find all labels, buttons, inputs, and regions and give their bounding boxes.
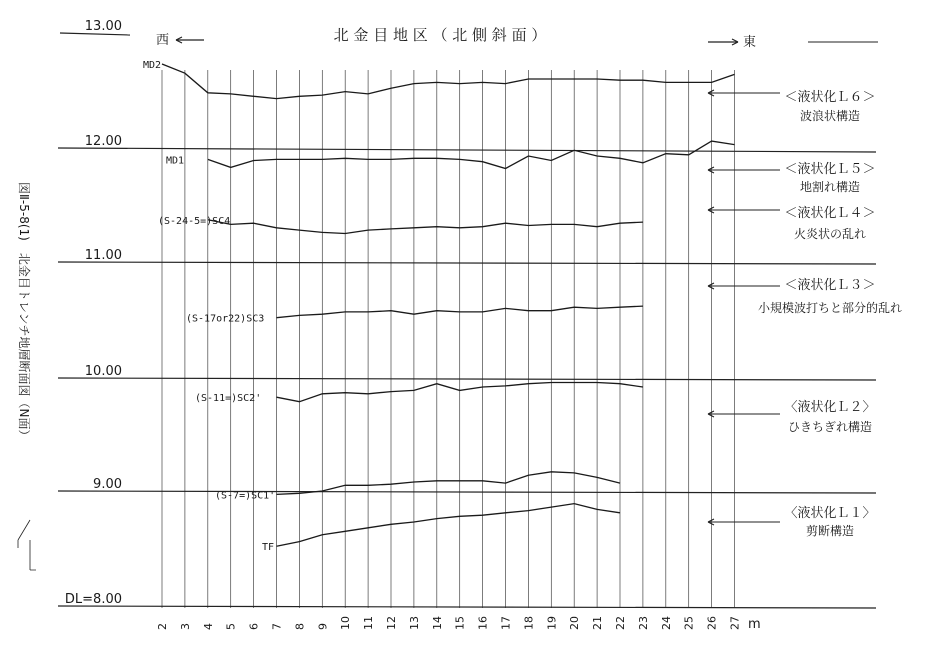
annotation-label-3: ＜液状化Ｌ３＞ (784, 278, 876, 293)
annotation-desc-0: 波浪状構造 (799, 109, 861, 123)
gridline-y-8 (58, 606, 876, 608)
x-tick-label-3: 3 (178, 623, 192, 630)
x-tick-label-17: 17 (499, 616, 513, 630)
x-tick-labels (156, 616, 742, 630)
x-tick-label-10: 10 (339, 616, 353, 630)
y-tick-label-8: DL=8.00 (64, 592, 122, 607)
side-caption: 図Ⅱ-5-8(1) 北金目トレンチ地層断面図（N面） (17, 182, 31, 442)
annotation-desc-2: 火炎状の乱れ (793, 227, 867, 241)
series-label-0: MD2 (143, 60, 162, 72)
series-line-1 (208, 141, 735, 168)
series-label-1: MD1 (166, 155, 185, 167)
direction-east: 東 (743, 35, 757, 50)
x-tick-label-20: 20 (568, 616, 582, 630)
x-tick-label-18: 18 (522, 616, 536, 630)
y-tick-labels (65, 19, 122, 607)
series-label-6: TF (262, 542, 275, 554)
y-tick-label-9: 9.00 (93, 477, 122, 492)
x-unit-label: m (748, 617, 761, 632)
x-tick-label-4: 4 (201, 623, 215, 630)
x-tick-label-9: 9 (316, 623, 330, 630)
series-label-2: (S-24-5=)SC4 (158, 215, 231, 227)
x-tick-label-25: 25 (682, 616, 696, 630)
chart-title: 北 金 目 地 区 （ 北 側 斜 面 ） (333, 26, 547, 44)
series-group (143, 60, 735, 553)
annotation-label-0: ＜液状化Ｌ６＞ (784, 90, 876, 105)
x-tick-label-13: 13 (407, 616, 421, 630)
y-tick-label-13: 13.00 (84, 19, 122, 34)
series-line-2 (208, 220, 643, 234)
annotation-label-4: 〈液状化Ｌ２〉 (784, 400, 876, 415)
annotation-label-5: 〈液状化Ｌ１〉 (784, 506, 876, 521)
series-line-6 (277, 504, 621, 547)
scale-mark (18, 520, 36, 570)
series-label-5: (S-7=)SC1' (215, 490, 276, 502)
series-line-0 (162, 64, 735, 99)
annotation-label-1: ＜液状化Ｌ５＞ (784, 162, 876, 177)
x-tick-label-23: 23 (636, 616, 650, 630)
x-tick-label-11: 11 (362, 616, 376, 630)
x-tick-label-21: 21 (591, 616, 605, 630)
gridline-y-11 (58, 262, 876, 264)
annotation-desc-3: 小規模波打ちと部分的乱れ (757, 301, 903, 315)
x-tick-label-2: 2 (156, 623, 169, 630)
gridline-y-10 (58, 378, 876, 380)
annotation-label-2: ＜液状化Ｌ４＞ (784, 206, 876, 221)
annotation-desc-1: 地割れ構造 (799, 180, 861, 194)
direction-west: 西 (156, 33, 170, 48)
x-tick-label-7: 7 (270, 623, 284, 630)
annotation-desc-4: ひきちぎれ構造 (787, 420, 873, 434)
series-label-3: (S-17or22)SC3 (186, 313, 265, 325)
x-tick-label-26: 26 (705, 616, 719, 630)
annotations (708, 89, 902, 538)
x-tick-label-24: 24 (659, 616, 673, 630)
gridline-y-12 (58, 148, 876, 152)
x-tick-label-12: 12 (385, 616, 398, 630)
x-tick-label-22: 22 (614, 616, 627, 630)
x-tick-label-8: 8 (293, 623, 307, 630)
x-tick-label-6: 6 (247, 623, 261, 630)
x-tick-label-5: 5 (224, 623, 238, 630)
x-tick-label-14: 14 (430, 616, 444, 630)
x-tick-label-15: 15 (453, 616, 467, 630)
gridline-y-9 (58, 491, 876, 493)
series-label-4: (S-11=)SC2' (195, 393, 262, 405)
x-tick-label-16: 16 (476, 616, 490, 630)
series-line-5 (277, 472, 621, 495)
x-tick-label-27: 27 (728, 616, 742, 630)
y-tick-label-10: 10.00 (84, 364, 122, 379)
x-tick-label-19: 19 (545, 616, 559, 630)
y-tick-label-11: 11.00 (84, 248, 122, 263)
y-tick-label-12: 12.00 (84, 134, 122, 149)
annotation-desc-5: 剪断構造 (805, 524, 855, 538)
